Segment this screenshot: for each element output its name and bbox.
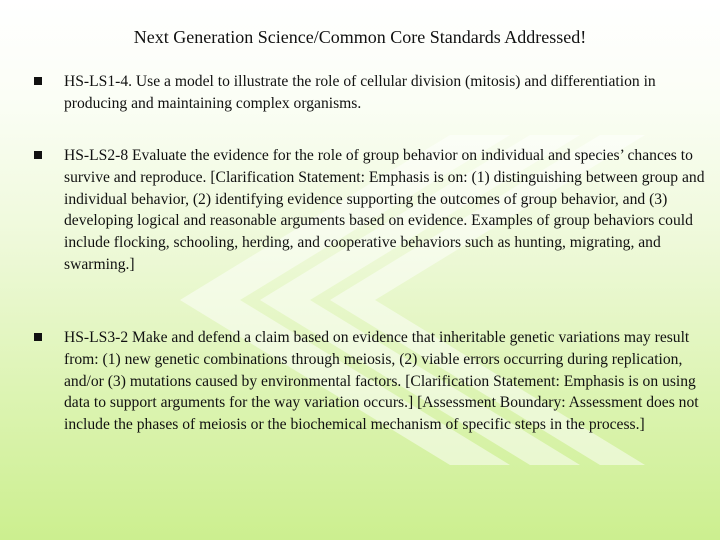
standard-text: HS-LS3-2 Make and defend a claim based on evidence that inheritable genetic variations may result from: (1) new genetic combinations through meiosis, (2) viable errors occurring during replication, and/or (3) mutations caused by environmental factors. [Clarification Statement: Emphasis is on using data to support arguments for the way variation occurs.] [Assessment Boundary: Assessment does not include the phases of meiosis or the biochemical mechanism of specific steps in the process.]	[64, 329, 699, 434]
standard-text: HS-LS2-8 Evaluate the evidence for the role of group behavior on individual and species’ chances to survive and reproduce. [Clarification Statement: Emphasis is on: (1) distinguishing between group and individual behavior, (2) identifying evidence supporting the outcomes of group behavior, and (3) developing logical and reasonable arguments based on evidence. Examples of group behaviors could include flocking, schooling, herding, and cooperative behaviors such as hunting, migrating, and swarming.]	[64, 147, 705, 273]
standard-text: HS-LS1-4. Use a model to illustrate the role of cellular division (mitosis) and differentiation in producing and maintaining complex organisms.	[64, 73, 656, 112]
square-bullet-icon	[34, 333, 42, 341]
slide-title: Next Generation Science/Common Core Standards Addressed!	[133, 27, 587, 47]
square-bullet-icon	[34, 77, 42, 85]
square-bullet-icon	[34, 151, 42, 159]
